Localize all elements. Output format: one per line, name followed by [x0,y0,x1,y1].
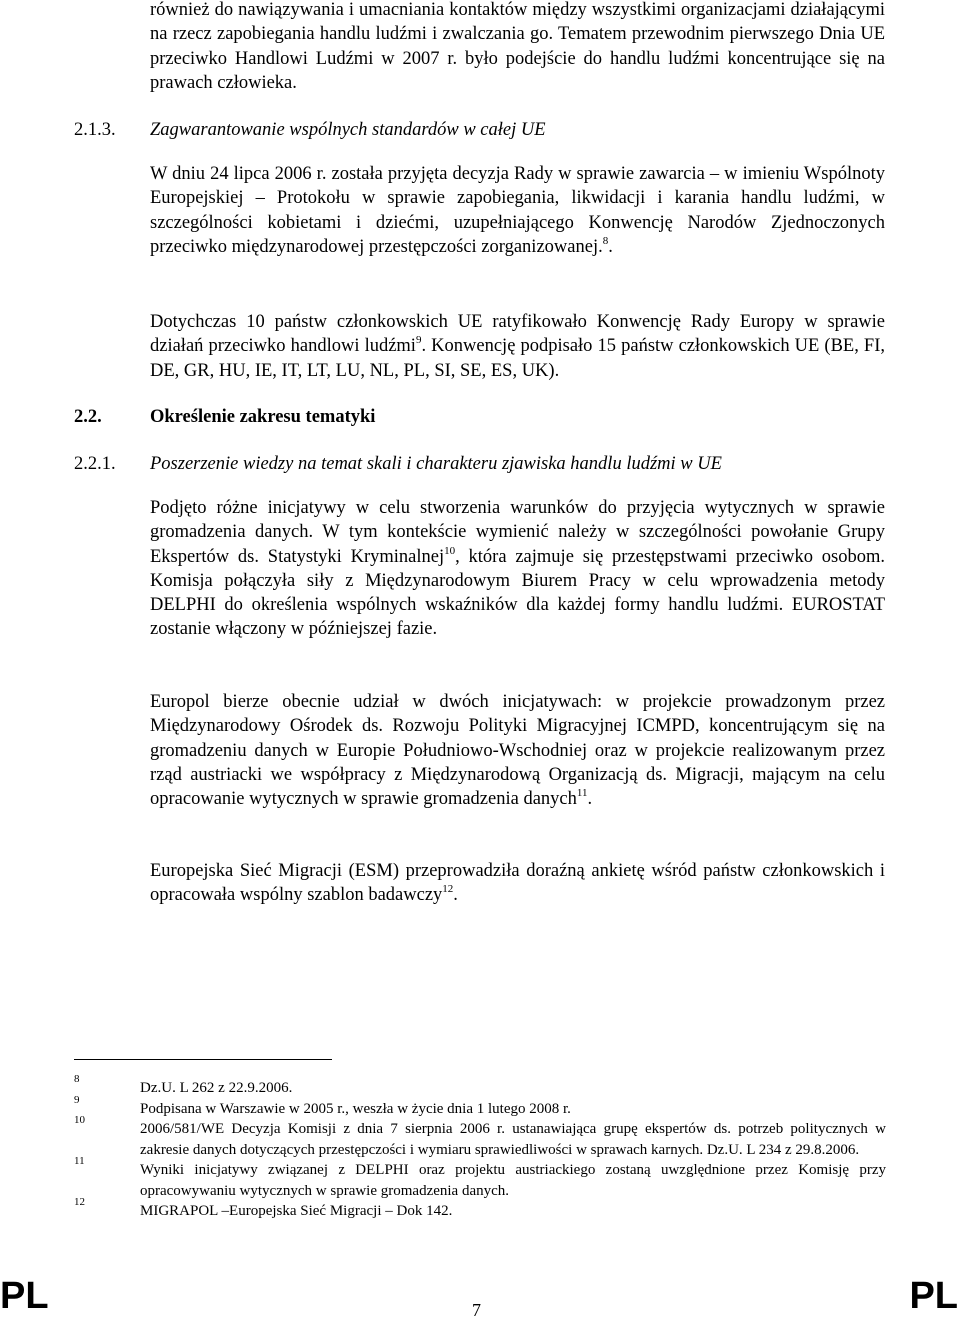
footnote-text: 2006/581/WE Decyzja Komisji z dnia 7 sierpnia 2006 r. ustanawiająca grupę ekspertów ds. potrzeb politycznych w zakresie danych dotyczących przestępczości i wymiaru sprawiedliwości w sprawach karnych. Dz.U. L 234 z 29.8.2006. [140,1121,886,1158]
paragraph-intro-text: również do nawiązywania i umacniania kontaktów między wszystkimi organizacjami działającymi na rzecz zapobiegania handlu ludźmi i zwalczania go. Tematem przewodnim pierwszego Dnia UE przeciwko Handlowi Ludźmi w 2007 r. było podejście do handlu ludźmi koncentrujące się na prawach człowieka. [150,0,885,93]
heading-title: Zagwarantowanie wspólnych standardów w całej UE [150,120,546,140]
paragraph-esm [150,859,885,908]
footnote-12 [74,1196,886,1222]
heading-number: 2.2. [74,407,102,427]
heading-number: 2.1.3. [74,120,116,140]
paragraph-ratification [150,310,885,383]
footnote-10 [74,1114,886,1160]
paragraph-europol-end: . [587,789,593,810]
footnote-ref-8[interactable]: 8 [602,234,609,247]
footnote-ref-11[interactable]: 11 [576,787,588,800]
footnote-number: 8 [74,1073,80,1085]
footnote-text: Dz.U. L 262 z 22.9.2006. [140,1080,293,1096]
paragraph-europol-text: Europol bierze obecnie udział w dwóch inicjatywach: w projekcie prowadzonym przez Międzynarodowy Ośrodek ds. Rozwoju Polityki Migracyjnej ICMPD, koncentrującym się na gromadzeniu danych w Europie Południowo-Wschodniej oraz w projekcie realizowanym przez rząd austriacki we współpracy z Międzynarodową Organizacją ds. Migracji, mającym na celu opracowanie wytycznych w sprawie gromadzenia danych [150,692,885,810]
paragraph-ratification-text-a: Dotychczas 10 państw członkowskich UE ratyfikowało Konwencję Rady Europy w sprawie działań przeciwko handlowi ludźmi [150,312,885,357]
paragraph-decision [150,162,885,259]
paragraph-initiatives-text-a: Podjęto różne inicjatywy w celu stworzenia warunków do przyjęcia wytycznych w sprawie gromadzenia danych. W tym kontekście wymienić należy w szczególności powołanie Grupy Ekspertów ds. Statystyki Kryminalnej [150,498,885,567]
heading-number: 2.2.1. [74,454,116,474]
paragraph-decision-text: W dniu 24 lipca 2006 r. została przyjęta decyzja Rady w sprawie zawarcia – w imieniu Wspólnoty Europejskiej – Protokołu w sprawie zapobiegania, likwidacji i karania handlu ludźmi, w szczególności kobietami i dziećmi, uzupełniającego Konwencję Narodów Zjednoczonych przeciwko międzynarodowej przestępczości zorganizowanej. [150,164,885,257]
footnote-text: Podpisana w Warszawie w 2005 r., weszła w życie dnia 1 lutego 2008 r. [140,1100,571,1117]
heading-2-2-1 [74,452,722,476]
paragraph-decision-end: . [608,236,613,257]
footnote-number: 12 [74,1196,85,1208]
footnote-number: 10 [74,1114,85,1126]
footnote-ref-10[interactable]: 10 [444,544,456,557]
paragraph-initiatives-text-b: , która zajmuje się przestępstwami przeciwko osobom. Komisja połączyła siły z Międzynarodowym Biurem Pracy w celu wprowadzenia metody DELPHI do określenia wspólnych wskaźników dla każdej formy handlu ludźmi. EUROSTAT zostanie włączony w późniejszej fazie. [150,546,885,640]
footnotes [74,1073,886,1222]
footnote-text: Wyniki inicjatywy związanej z DELPHI oraz projektu austriackiego zostaną uwzględnione przez Komisję przy opracowywaniu wytycznych w sprawie gromadzenia danych. [140,1162,886,1199]
footnote-number: 9 [74,1093,80,1106]
paragraph-esm-text: Europejska Sieć Migracji (ESM) przeprowadziła doraźną ankietę wśród państw członkowskich i opracowała wspólny szablon badawczy [150,861,885,906]
heading-2-2 [74,405,375,429]
footer-page-number: 7 [472,1300,481,1320]
footnote-text: MIGRAPOL –Europejska Sieć Migracji – Dok 142. [140,1203,453,1219]
heading-title: Poszerzenie wiedzy na temat skali i charakteru zjawiska handlu ludźmi w UE [150,454,722,474]
footnote-number: 11 [74,1155,85,1167]
paragraph-europol [150,690,885,811]
footnote-separator [74,1059,332,1060]
paragraph-intro [150,0,885,95]
paragraph-ratification-text-b: . Konwencję podpisało 15 państw członkowskich UE (BE, FI, DE, GR, HU, IE, IT, LT, LU, NL, PL, SI, SE, ES, UK). [150,336,885,381]
paragraph-esm-end: . [453,885,458,906]
footnote-ref-9[interactable]: 9 [415,334,422,347]
footnote-9 [74,1093,886,1120]
footnote-11 [74,1155,886,1201]
footer-language-right: PL [909,1275,958,1317]
footnote-8 [74,1073,886,1099]
paragraph-initiatives [150,496,885,642]
heading-2-1-3 [74,118,546,142]
heading-title: Określenie zakresu tematyki [150,407,376,427]
footer-language-left: PL [0,1275,49,1317]
footnote-ref-12[interactable]: 12 [442,883,454,896]
